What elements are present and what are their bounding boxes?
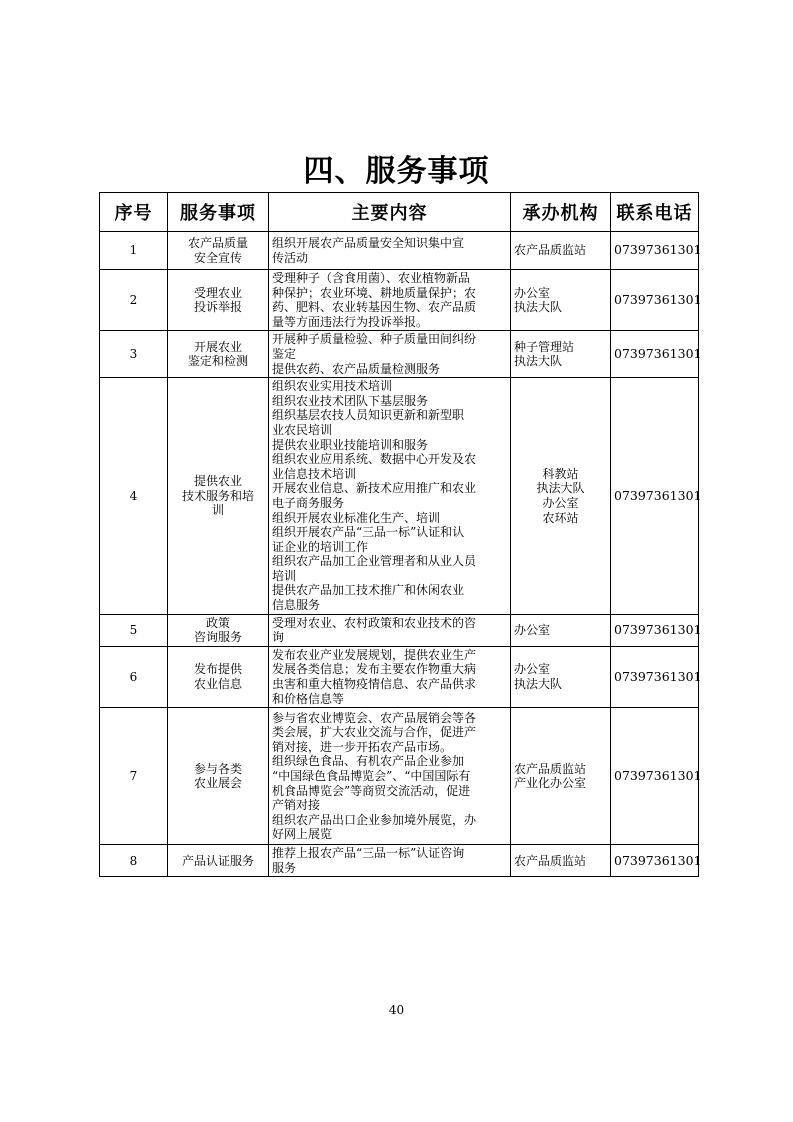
content-line: 传活动 bbox=[272, 250, 309, 265]
cell-phone: 07397361301 bbox=[611, 378, 699, 615]
content-line: 组织农业实用技术培训 bbox=[272, 379, 393, 394]
cell-item bbox=[168, 646, 269, 707]
item-line: 咨询服务 bbox=[193, 630, 242, 645]
table-row bbox=[100, 845, 699, 877]
org-line: 农环站 bbox=[542, 510, 579, 525]
cell-org bbox=[511, 614, 611, 646]
item-line: 农业展会 bbox=[193, 776, 242, 791]
content-line: 电子商务服务 bbox=[272, 495, 345, 510]
content-line: 组织开展农业标准化生产、培训 bbox=[272, 510, 441, 525]
cell-phone: 07397361301 bbox=[611, 646, 699, 707]
content-line: 组织基层农技人员知识更新和新型职 bbox=[272, 408, 465, 423]
content-line: 组织开展农产品质量安全知识集中宣 bbox=[272, 235, 465, 250]
content-line: 组织农业应用系统、数据中心开发及农 bbox=[272, 452, 477, 467]
cell-content bbox=[269, 331, 511, 378]
org-line: 执法大队 bbox=[514, 677, 563, 692]
org-line: 办公室 bbox=[542, 495, 579, 510]
item-line: 投诉举报 bbox=[193, 300, 242, 315]
content-line: 和价格信息等 bbox=[272, 691, 345, 706]
item-line: 开展农业 bbox=[193, 339, 242, 354]
cell-item bbox=[168, 331, 269, 378]
content-line: 组织开展农产品“三品一标”认证和认 bbox=[272, 525, 465, 540]
content-line: 询 bbox=[272, 630, 285, 645]
item-line: 产品认证服务 bbox=[181, 853, 254, 868]
cell-content bbox=[269, 646, 511, 707]
cell-no: 6 bbox=[100, 646, 168, 707]
service-table bbox=[99, 192, 702, 877]
header-item: 服务事项 bbox=[168, 193, 269, 232]
table-row bbox=[100, 378, 699, 615]
cell-item bbox=[168, 232, 269, 270]
org-line: 农产品质监站 bbox=[514, 243, 587, 258]
content-line: 参与省农业博览会、农产品展销会等各 bbox=[272, 710, 477, 725]
content-line: 虫害和重大植物疫情信息、农产品供求 bbox=[272, 677, 477, 692]
page-number: 40 bbox=[388, 1003, 405, 1017]
cell-org bbox=[511, 646, 611, 707]
table-header-row bbox=[100, 193, 699, 232]
item-line: 政策 bbox=[205, 615, 230, 630]
cell-content bbox=[269, 270, 511, 331]
cell-org bbox=[511, 708, 611, 845]
content-line: 好网上展览 bbox=[272, 827, 333, 842]
org-line: 执法大队 bbox=[536, 481, 585, 496]
header-content: 主要内容 bbox=[269, 193, 511, 232]
content-line: 开展农业信息、新技术应用推广和农业 bbox=[272, 481, 477, 496]
item-line: 训 bbox=[211, 503, 224, 518]
org-line: 执法大队 bbox=[514, 354, 563, 369]
header-no: 序号 bbox=[100, 193, 168, 232]
table-row bbox=[100, 708, 699, 845]
content-line: 信息服务 bbox=[272, 598, 321, 613]
content-line: 服务 bbox=[272, 860, 297, 875]
content-line: 鉴定 bbox=[272, 346, 297, 361]
content-line: 销对接，进一步开拓农产品市场。 bbox=[272, 739, 453, 754]
org-line: 办公室 bbox=[514, 285, 551, 300]
content-line: 提供农产品加工技术推广和休闲农业 bbox=[272, 583, 465, 598]
table-row bbox=[100, 646, 699, 707]
content-line: 组织农业技术团队下基层服务 bbox=[272, 393, 429, 408]
cell-no: 8 bbox=[100, 845, 168, 877]
cell-no: 2 bbox=[100, 270, 168, 331]
content-line: 机食品博览会”等商贸交流活动，促进 bbox=[272, 783, 471, 798]
org-line: 农产品质监站 bbox=[514, 853, 587, 868]
content-line: 组织绿色食品、有机农产品企业参加 bbox=[272, 754, 465, 769]
content-line: 组织农产品出口企业参加境外展览，办 bbox=[272, 812, 477, 827]
cell-no: 5 bbox=[100, 614, 168, 646]
org-line: 农产品质监站 bbox=[514, 761, 587, 776]
cell-content bbox=[269, 845, 511, 877]
cell-phone: 07397361301 bbox=[611, 614, 699, 646]
content-line: 培训 bbox=[272, 568, 297, 583]
content-line: 推荐上报农产品“三品一标”认证咨询 bbox=[272, 846, 465, 861]
cell-phone: 07397361301 bbox=[611, 331, 699, 378]
org-line: 种子管理站 bbox=[514, 339, 575, 354]
content-line: 量等方面违法行为投诉举报。 bbox=[272, 314, 429, 329]
cell-content bbox=[269, 232, 511, 270]
content-line: 发布农业产业发展规划，提供农业生产 bbox=[272, 647, 477, 662]
cell-phone: 07397361301 bbox=[611, 708, 699, 845]
page-title: 四、服务事项 bbox=[303, 154, 490, 189]
content-line: 证企业的培训工作 bbox=[272, 539, 369, 554]
content-line: “中国绿色食品博览会”、“中国国际有 bbox=[272, 768, 471, 783]
item-line: 发布提供 bbox=[193, 662, 242, 677]
cell-no: 1 bbox=[100, 232, 168, 270]
table-row bbox=[100, 270, 699, 331]
cell-org bbox=[511, 378, 611, 615]
cell-item bbox=[168, 614, 269, 646]
cell-phone: 07397361301 bbox=[611, 845, 699, 877]
table-row bbox=[100, 232, 699, 270]
content-line: 组织农产品加工企业管理者和从业人员 bbox=[272, 554, 477, 569]
cell-org bbox=[511, 331, 611, 378]
org-line: 科教站 bbox=[542, 466, 579, 481]
org-line: 办公室 bbox=[514, 622, 551, 637]
content-line: 开展种子质量检验、种子质量田间纠纷 bbox=[272, 332, 477, 347]
cell-no: 3 bbox=[100, 331, 168, 378]
content-line: 业信息技术培训 bbox=[272, 466, 357, 481]
content-line: 类会展，扩大农业交流与合作，促进产 bbox=[272, 725, 477, 740]
table-body bbox=[100, 232, 702, 877]
cell-phone: 07397361301 bbox=[611, 232, 699, 270]
header-phone: 联系电话 bbox=[611, 193, 699, 232]
item-line: 安全宣传 bbox=[193, 250, 242, 265]
table-row bbox=[100, 331, 699, 378]
cell-no: 4 bbox=[100, 378, 168, 615]
cell-item bbox=[168, 845, 269, 877]
cell-no: 7 bbox=[100, 708, 168, 845]
item-line: 农业信息 bbox=[193, 677, 242, 692]
content-line: 提供农业职业技能培训和服务 bbox=[272, 437, 429, 452]
cell-item bbox=[168, 270, 269, 331]
table-row bbox=[100, 614, 699, 646]
content-line: 药、肥料、农业转基因生物、农产品质 bbox=[272, 300, 477, 315]
item-line: 农产品质量 bbox=[187, 235, 248, 250]
cell-content bbox=[269, 614, 511, 646]
item-line: 受理农业 bbox=[193, 285, 242, 300]
cell-item bbox=[168, 708, 269, 845]
cell-content bbox=[269, 378, 511, 615]
item-line: 提供农业 bbox=[193, 474, 242, 489]
content-line: 产销对接 bbox=[272, 798, 321, 813]
cell-org bbox=[511, 845, 611, 877]
cell-content bbox=[269, 708, 511, 845]
item-line: 参与各类 bbox=[193, 761, 242, 776]
org-line: 办公室 bbox=[514, 662, 551, 677]
content-line: 受理种子（含食用菌）、农业植物新品 bbox=[272, 271, 471, 285]
content-line: 受理对农业、农村政策和农业技术的咨 bbox=[272, 615, 477, 630]
cell-org bbox=[511, 270, 611, 331]
cell-item bbox=[168, 378, 269, 615]
cell-org bbox=[511, 232, 611, 270]
content-line: 提供农药、农产品质量检测服务 bbox=[272, 361, 441, 376]
content-line: 种保护；农业环境、耕地质量保护；农 bbox=[272, 285, 477, 300]
org-line: 执法大队 bbox=[514, 300, 563, 315]
org-line: 产业化办公室 bbox=[514, 776, 587, 791]
content-line: 业农民培训 bbox=[272, 422, 333, 437]
content-line: 发展各类信息；发布主要农作物重大病 bbox=[272, 662, 477, 677]
item-line: 技术服务和培 bbox=[181, 488, 254, 503]
item-line: 鉴定和检测 bbox=[187, 354, 248, 369]
cell-phone: 07397361301 bbox=[611, 270, 699, 331]
header-org: 承办机构 bbox=[511, 193, 611, 232]
